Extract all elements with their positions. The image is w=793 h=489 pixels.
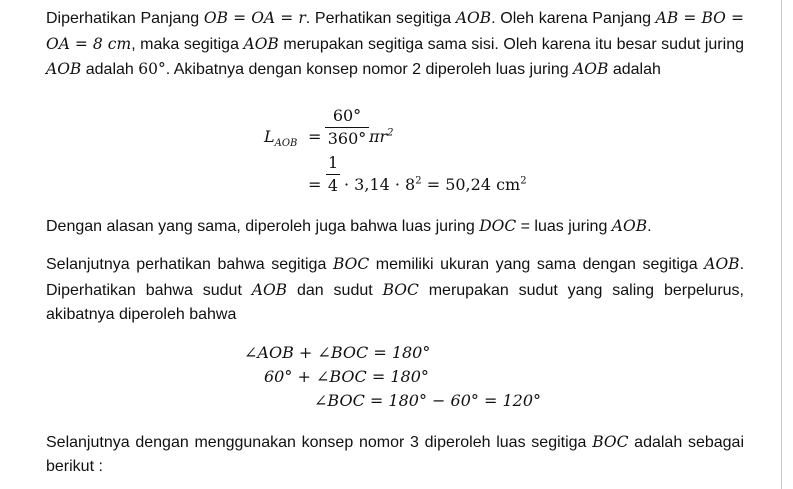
fraction-numerator: 60° xyxy=(325,105,369,128)
angle-equation-row: 60° + ∠BOC = 180° xyxy=(264,366,429,386)
sector-area-equation xyxy=(46,103,744,199)
text-run: Selanjutnya dengan menggunakan konsep nomor 3 diperoleh luas segitiga xyxy=(46,433,593,451)
math-inline: AOB xyxy=(46,60,82,78)
text-run: dan sudut xyxy=(287,281,383,299)
math-inline: DOC xyxy=(479,216,517,235)
area-result: · $3,14 \cdot 8^2 = 50,24$ $cm^2$ xyxy=(344,174,527,194)
math-inline: BOC xyxy=(592,432,629,451)
math-inline: AOB xyxy=(243,34,279,53)
text-run: . Diperhatikan bahwa sudut xyxy=(46,256,745,299)
fraction-one-quarter xyxy=(326,152,340,197)
text-run: . xyxy=(647,217,652,235)
text-run: merupakan segitiga sama sisi. Oleh karena itu besar sudut juring xyxy=(278,35,744,53)
fraction-angle-ratio xyxy=(325,105,369,150)
equals-sign: = xyxy=(308,174,322,194)
math-inline: AOB xyxy=(251,280,288,299)
text-run: . Akibatnya dengan konsep nomor 2 diperoleh luas juring xyxy=(165,61,574,78)
math-inline: 60° xyxy=(138,60,166,78)
math-inline: AOB xyxy=(704,255,740,273)
text-run: adalah sebagai berikut : xyxy=(46,433,744,475)
math-inline: BOC xyxy=(382,280,419,299)
text-run: . Oleh karena Panjang xyxy=(491,10,656,27)
math-inline: AOB xyxy=(455,9,492,27)
math-inline: OB = OA = r xyxy=(203,9,306,27)
text-run: Diperhatikan Panjang xyxy=(46,10,204,27)
text-run: merupakan sudut yang saling berpelurus, akibatnya diperoleh bahwa xyxy=(46,281,744,323)
paragraph-same-reason xyxy=(46,214,744,240)
angle-equation-row: ∠BOC = 180° − 60° = 120° xyxy=(314,390,541,410)
fraction-denominator: 4 xyxy=(327,175,339,195)
text-run: , maka segitiga xyxy=(131,35,244,53)
page-right-edge xyxy=(781,0,782,489)
paragraph-equilateral-triangle xyxy=(46,6,744,83)
text-run: Selanjutnya perhatikan bahwa segitiga xyxy=(46,256,333,273)
angle-equations xyxy=(46,341,744,417)
math-inline: BOC xyxy=(332,255,370,273)
math-inline: AOB xyxy=(573,60,609,78)
text-run: . Perhatikan segitiga xyxy=(305,10,456,27)
fraction-numerator: 1 xyxy=(326,152,340,175)
math-inline: AB = BO = OA = 8 cm xyxy=(46,9,745,53)
fraction-denominator: 360° xyxy=(327,128,367,148)
text-run: Dengan alasan yang sama, diperoleh juga bahwa luas juring xyxy=(46,217,480,235)
paragraph-supplementary-angles xyxy=(46,252,744,328)
document-page xyxy=(46,6,744,480)
pi-r-squared: $\pi r^2$ xyxy=(369,126,394,146)
paragraph-triangle-area-intro xyxy=(46,430,744,480)
text-run: memiliki ukuran yang sama dengan segitiga xyxy=(369,256,705,273)
angle-equation-row: ∠AOB + ∠BOC = 180° xyxy=(244,342,431,362)
text-run: adalah xyxy=(608,61,661,78)
equals-sign: = xyxy=(308,126,322,146)
equation-lhs: $L_{AOB}$ xyxy=(264,126,298,149)
text-run: adalah xyxy=(81,61,139,78)
math-inline: AOB xyxy=(611,216,648,235)
text-run: = luas juring xyxy=(516,217,612,235)
